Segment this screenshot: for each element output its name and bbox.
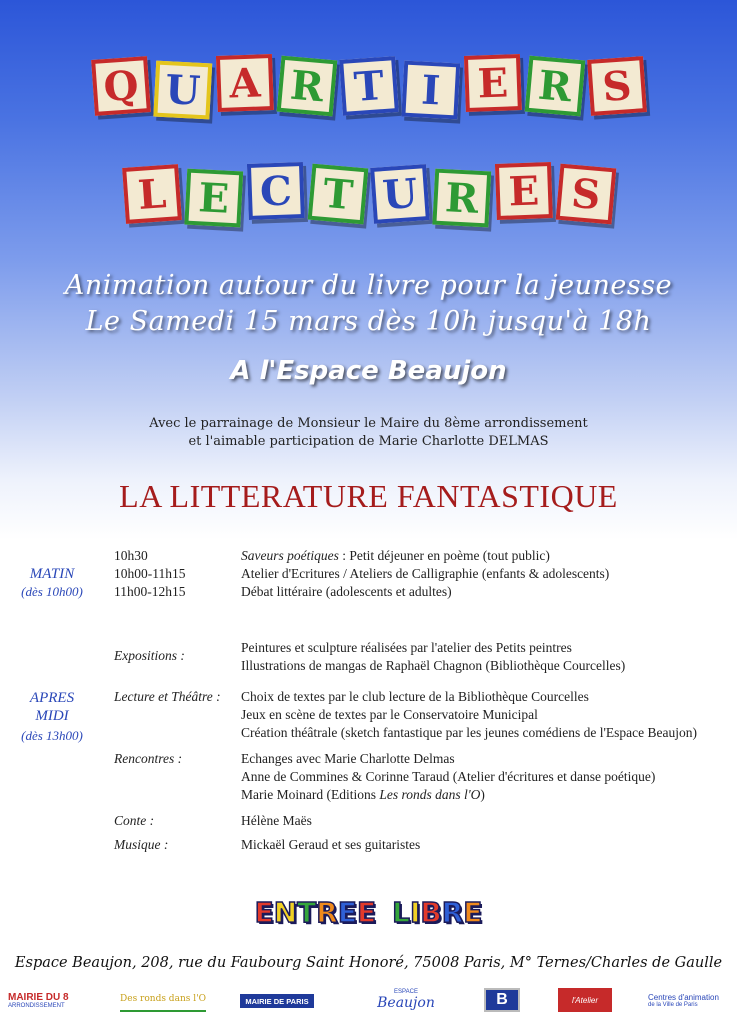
quartiers-block-1: Q: [91, 56, 151, 116]
morning-activity-2: Atelier d'Ecritures / Ateliers de Calligraphie (enfants & adolescents): [241, 566, 610, 581]
conte-item: Hélène Maës: [241, 813, 312, 828]
lectures-block-1: L: [122, 164, 182, 224]
rencontres-item-1: Echanges avec Marie Charlotte Delmas: [241, 751, 455, 766]
lectures-block-7: E: [494, 162, 552, 220]
category-musique: Musique :: [114, 837, 169, 852]
quartiers-block-8: R: [524, 56, 585, 117]
expositions-item-1: Peintures et sculpture réalisées par l'atelier des Petits peintres: [241, 640, 572, 655]
lectures-block-8: S: [555, 164, 616, 225]
afternoon-sublabel: (dès 13h00): [21, 728, 83, 743]
quartiers-block-2: U: [153, 61, 212, 120]
morning-time-3: 11h00-12h15: [114, 584, 186, 599]
entree-letter-1: E: [254, 896, 274, 929]
mairie-8-logo: [8, 988, 92, 1012]
entree-letter-3: T: [297, 896, 317, 929]
expositions-item-2: Illustrations de mangas de Raphaël Chagnon (Bibliothèque Courcelles): [241, 658, 626, 673]
headline-line2: Le Samedi 15 mars dès 10h jusqu'à 18h: [85, 306, 652, 337]
quartiers-block-7: E: [463, 54, 521, 112]
bibliotheque-logo: B: [484, 988, 520, 1012]
lecture-item-1: Choix de textes par le club lecture de la Bibliothèque Courcelles: [241, 689, 589, 704]
mairie-8-logo-text: MAIRIE DU 8: [8, 991, 69, 1003]
musique-item: Mickaël Geraud et ses guitaristes: [241, 837, 421, 852]
entree-libre-banner: [0, 896, 737, 929]
entree-letter-2: N: [273, 896, 298, 929]
morning-time-1: 10h30: [114, 548, 148, 563]
afternoon-label-1: APRES: [29, 690, 75, 706]
patronage-line1: Avec le parrainage de Monsieur le Maire du 8ème arrondissement: [149, 416, 588, 431]
rencontres-item-3-pre: Marie Moinard (Editions: [241, 787, 380, 802]
headline-line1: Animation autour du livre pour la jeunesse: [64, 270, 673, 301]
quartiers-block-6: I: [401, 61, 460, 120]
morning-sublabel: (dès 10h00): [21, 584, 83, 599]
centres-animation-logo: [648, 988, 728, 1012]
theme-title: LA LITTERATURE FANTASTIQUE: [119, 478, 618, 514]
lectures-block-4: T: [307, 164, 368, 225]
venue-title: A l'Espace Beaujon: [230, 356, 507, 386]
rencontres-item-3: [241, 787, 485, 803]
quartiers-block-9: S: [587, 56, 647, 116]
afternoon-label-2: MIDI: [35, 708, 69, 724]
quartiers-block-5: T: [339, 56, 399, 116]
centres-animation-logo-line1: Centres d'animation: [648, 992, 719, 1002]
category-lecture-theatre: Lecture et Théâtre :: [114, 689, 221, 704]
category-expositions: Expositions :: [114, 648, 185, 663]
address-line: Espace Beaujon, 208, rue du Faubourg Saint Honoré, 75008 Paris, M° Ternes/Charles de Gaulle: [14, 955, 723, 971]
category-rencontres: Rencontres :: [114, 751, 183, 766]
rencontres-item-3-italic: Les ronds dans l'O: [379, 787, 481, 802]
title-row-quartiers: [0, 58, 737, 114]
espace-beaujon-logo: [366, 988, 446, 1012]
lectures-block-2: E: [184, 169, 243, 228]
entree-letter-4: R: [316, 896, 338, 929]
libre-letter-1: L: [392, 896, 410, 929]
morning-activity-1-desc: : Petit déjeuner en poème (tout public): [338, 548, 550, 563]
quartiers-block-3: A: [215, 54, 273, 112]
category-conte: Conte :: [114, 813, 155, 828]
morning-time-2: 10h00-11h15: [114, 566, 186, 581]
libre-letter-3: B: [420, 896, 442, 929]
mairie-8-logo-sub: ARRONDISSEMENT: [8, 1002, 65, 1009]
morning-activity-1-title: Saveurs poétiques: [241, 548, 339, 563]
libre-letter-2: I: [409, 896, 421, 929]
quartiers-block-4: R: [276, 56, 337, 117]
lectures-block-6: R: [432, 169, 491, 228]
partner-logos: [0, 988, 737, 1016]
entree-letter-5: E: [337, 896, 357, 929]
mairie-de-paris-logo: MAIRIE DE PARIS: [240, 994, 314, 1008]
espace-beaujon-logo-text: Beaujon: [377, 995, 435, 1011]
morning-activity-3: Débat littéraire (adolescents et adultes): [241, 584, 452, 599]
morning-activity-1: [241, 548, 550, 564]
lectures-block-3: C: [246, 162, 304, 220]
libre-letter-4: R: [441, 896, 464, 929]
libre-word: [392, 896, 482, 929]
rencontres-item-2: Anne de Commines & Corinne Taraud (Atelier d'écritures et danse poétique): [241, 769, 656, 784]
lecture-item-3: Création théâtrale (sketch fantastique par les jeunes comédiens de l'Espace Beaujon): [241, 725, 698, 740]
entree-word: [255, 896, 377, 929]
lectures-block-5: U: [370, 164, 430, 224]
libre-letter-5: E: [463, 896, 483, 929]
espace-beaujon-logo-top: ESPACE: [394, 989, 418, 995]
centres-animation-logo-line2: de la Ville de Paris: [648, 1001, 698, 1008]
patronage-line2: et l'aimable participation de Marie Charlotte DELMAS: [188, 434, 549, 449]
title-row-lectures: [0, 166, 737, 222]
entree-letter-6: E: [356, 896, 377, 929]
morning-label: MATIN: [29, 566, 75, 582]
rencontres-item-3-post: ): [480, 787, 485, 802]
atelier-logo: l'Atelier: [558, 988, 612, 1012]
lecture-item-2: Jeux en scène de textes par le Conservatoire Municipal: [241, 707, 538, 722]
ronds-dans-l-o-logo: Des ronds dans l'O: [120, 988, 206, 1012]
